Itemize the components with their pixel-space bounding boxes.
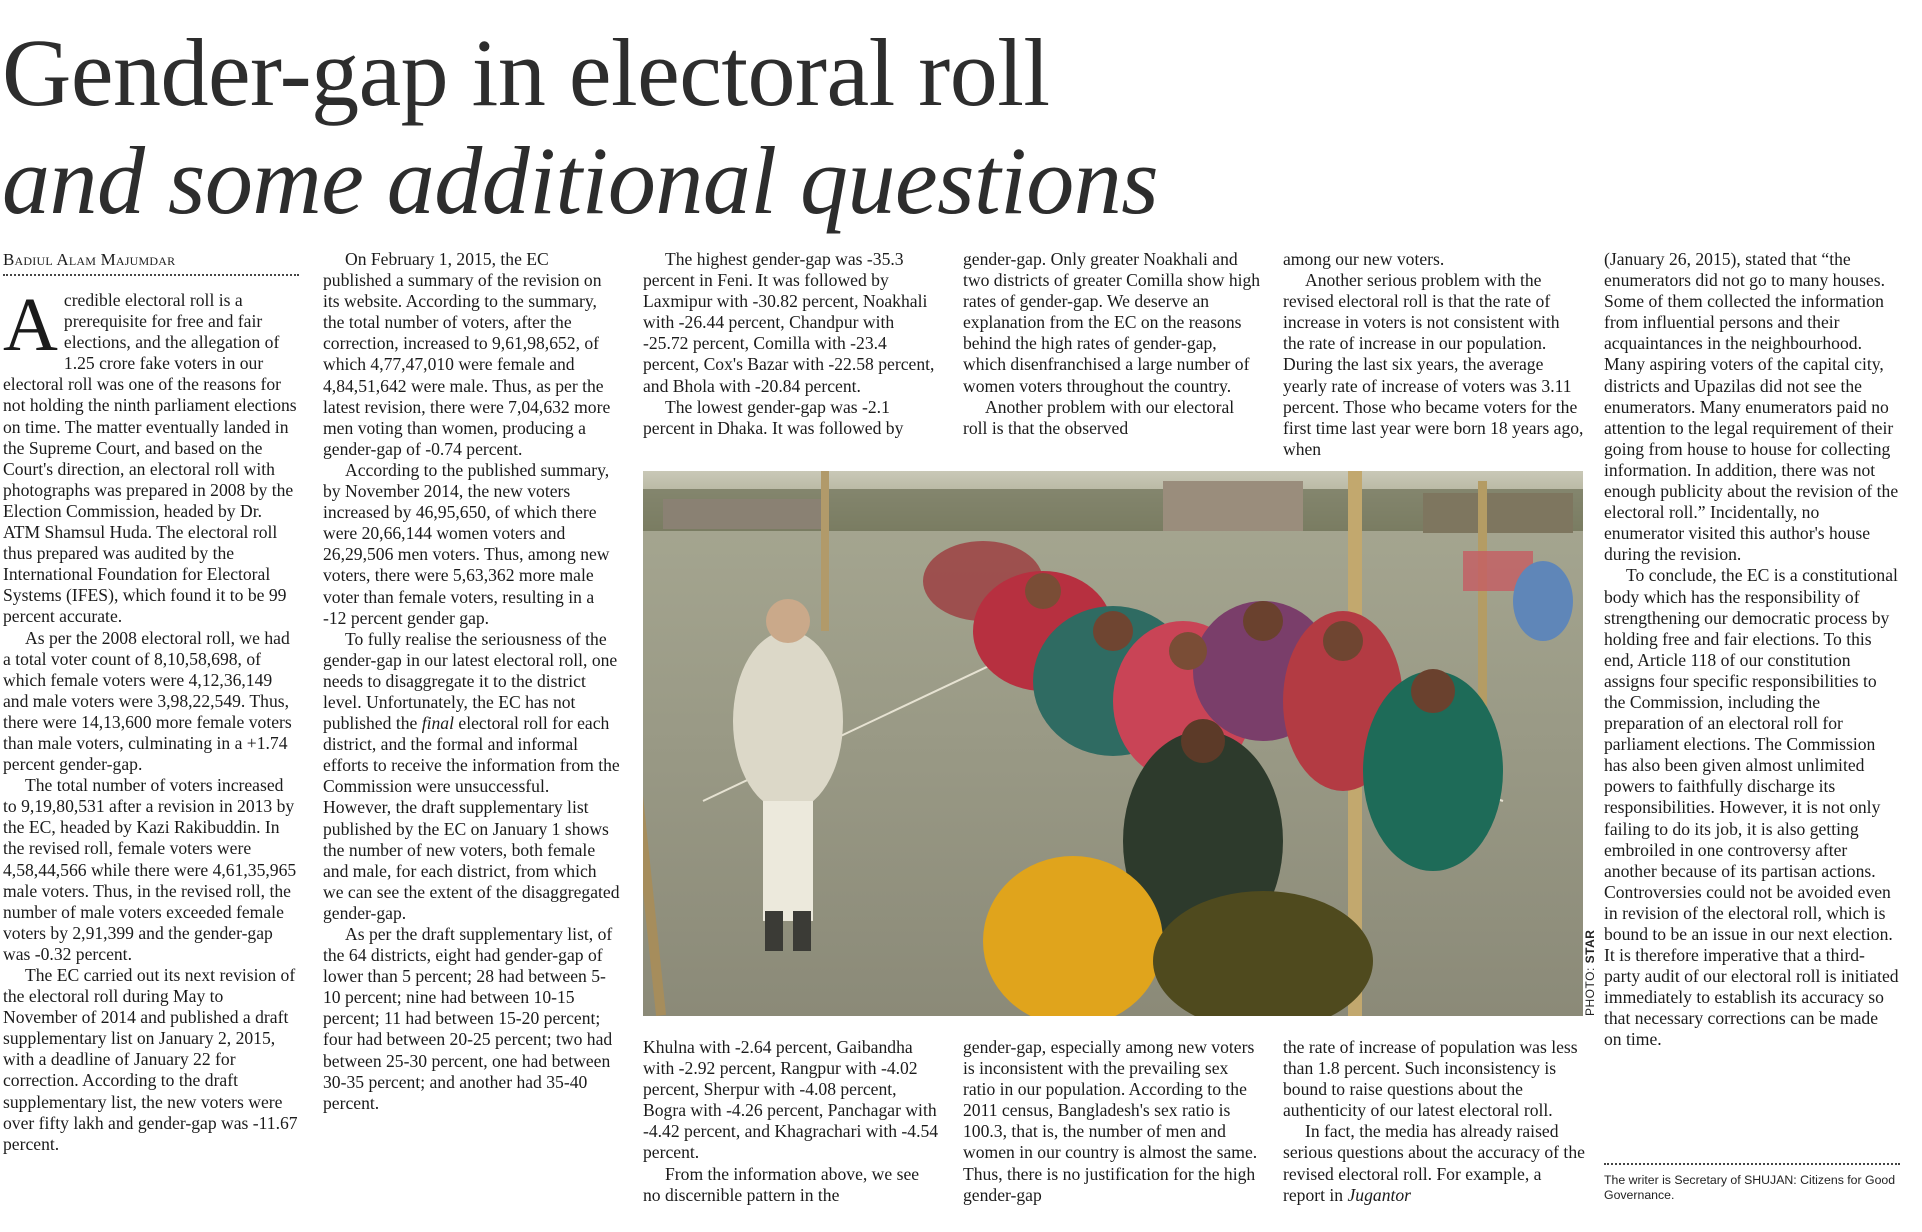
byline: Badiul Alam Majumdar	[3, 250, 176, 269]
emphasis-text: final	[421, 713, 454, 734]
headline-line-1: Gender-gap in electoral roll	[2, 19, 1050, 126]
paragraph	[1283, 1121, 1585, 1205]
article-column-6	[1604, 249, 1900, 1051]
paragraph: On February 1, 2015, the EC published a summary of the revision on its website. According to the summary, the total number of voters, after the correction, increased to 9,61,98,652, of which 4,77,47,010 were female and 4,84,51,642 were male. Thus, as per the latest revision, there were 7,04,632 more men voting than women, producing a gender-gap of -0.74 percent.	[323, 249, 611, 459]
paragraph: among our new voters.	[1283, 249, 1445, 269]
paragraph-text: To fully realise the seriousness of the gender-gap in our latest electoral roll, one needs to disaggregate it to the district level. Unfortunately, the EC has not published the	[323, 628, 618, 734]
article-column-4-top	[963, 249, 1261, 439]
paragraph: the rate of increase of population was less than 1.8 percent. Such inconsistency is bound to raise questions about the authenticity of our latest electoral roll.	[1283, 1037, 1578, 1121]
photo-illustration	[643, 471, 1583, 1016]
emphasis-text: Jugantor	[1347, 1184, 1412, 1205]
headline-line-2: and some additional questions	[2, 127, 1159, 234]
drop-cap: A	[3, 283, 58, 367]
paragraph: The highest gender-gap was -35.3 percent in Feni. It was followed by Laxmipur with -30.82 percent, Noakhali with -26.44 percent, Chandpur with -25.72 percent, Comilla with -23.4 percent, Cox's Bazar with -22.58 percent, and Bhola with -20.84 percent.	[643, 249, 935, 396]
photo-credit-source: STAR	[1583, 929, 1597, 964]
paragraph: gender-gap. Only greater Noakhali and two districts of greater Comilla show high rates of gender-gap. We deserve an explanation from the EC on the reasons behind the high rates of gender-gap, which disenfranchised a large number of women voters throughout the country.	[963, 249, 1261, 396]
article-column-5-top	[1283, 249, 1585, 460]
paragraph: To conclude, the EC is a constitutional body which has the responsibility of strengthening our democratic process by holding free and fair elections. To this end, Article 118 of our constitution assigns four specific responsibilities to the Commission, including the preparation of an electoral roll for parliament elections. The Commission has also been given almost unlimited powers to faithfully discharge its responsibilities. However, it is not only failing to do its job, it is also getting embroiled in one controversy after another because of its partisan actions. Controversies could not be avoided even in revision of the electoral roll, which is bound to be an issue in our next election. It is therefore imperative that a third-party audit of our electoral roll is initiated immediately to establish its accuracy so that necessary corrections can be made on time.	[1604, 565, 1899, 1050]
author-note-text: The writer is Secretary of SHUJAN: Citizens for Good Governance.	[1604, 1173, 1896, 1202]
paragraph: The EC carried out its next revision of the electoral roll during May to November of 2014 and published a draft supplementary list on January 2, 2015, with a deadline of January 22 for correction. According to the draft supplementary list, the new voters were over fifty lakh and gender-gap was -11.67 percent.	[3, 965, 298, 1154]
news-photo-voters-queue	[643, 471, 1583, 1016]
lead-paragraph-text: credible electoral roll is a prerequisite for free and fair elections, and the allegation of 1.25 crore fake voters in our electoral roll was one of the reasons for not holding the ninth parliament elections on time. The matter eventually landed in the Supreme Court, and based on the Court's direction, an electoral roll with photographs was prepared in 2008 by the Election Commission, headed by Dr. ATM Shamsul Huda. The electoral roll thus prepared was audited by the International Foundation for Electoral Systems (IFES), which found it to be 99 percent accurate.	[3, 290, 297, 627]
paragraph: Another problem with our electoral roll is that the observed	[963, 396, 1235, 438]
paragraph-text: electoral roll for each district, and the formal and informal efforts to receive the information from the Commission were unsuccessful. However, the draft supplementary list published by the EC on January 1 shows the number of new voters, both female and male, for each district, from which we can see the extent of the disaggregated gender-gap.	[323, 713, 620, 923]
paragraph-text: In fact, the media has already raised serious questions about the accuracy of the revised electoral roll. For example, a report in	[1283, 1121, 1585, 1205]
byline-divider	[3, 274, 299, 276]
author-note	[1604, 1163, 1900, 1203]
article-column-3-bottom	[643, 1037, 941, 1206]
paragraph: (January 26, 2015), stated that “the enumerators did not go to many houses. Some of them collected the information from influential persons and their acquaintances in the neighbourhood. Many aspiring voters of the capital city, districts and Upazilas did not see the enumerators. Many enumerators paid no attention to the legal requirement of their going from house to house for collecting information. In addition, there was not enough publicity about the revision of the electoral roll.” Incidentally, no enumerator visited this author's house during the revision.	[1604, 249, 1899, 565]
paragraph: As per the 2008 electoral roll, we had a total voter count of 8,10,58,698, of which female voters were 4,12,36,149 and male voters were 3,98,22,549. Thus, there were 14,13,600 more female voters than male voters, culminating in a +1.74 percent gender-gap.	[3, 627, 292, 775]
paragraph: Khulna with -2.64 percent, Gaibandha with -2.92 percent, Rangpur with -4.02 percent, Sherpur with -4.08 percent, Bogra with -4.26 percent, Panchagar with -4.42 percent, and Khagrachari with -4.54 percent.	[643, 1037, 939, 1163]
article-column-3-top	[643, 249, 941, 439]
article-column-1	[3, 249, 299, 1155]
article-column-4-bottom	[963, 1037, 1261, 1206]
paragraph: Another serious problem with the revised electoral roll is that the rate of increase in voters is not consistent with the rate of increase in our population. During the last six years, the average yearly rate of increase of voters was 3.11 percent. Those who became voters for the first time last year were born 18 years ago, when	[1283, 270, 1584, 459]
lead-paragraph	[3, 283, 299, 628]
paragraph: gender-gap, especially among new voters is inconsistent with the prevailing sex ratio in our population. According to the 2011 census, Bangladesh's sex ratio is 100.3, that is, the number of men and women in our country is almost the same. Thus, there is no justification for the high gender-gap	[963, 1037, 1258, 1205]
photo-credit	[1583, 930, 1597, 1016]
paragraph: The lowest gender-gap was -2.1 percent in Dhaka. It was followed by	[643, 396, 904, 438]
paragraph: From the information above, we see no discernible pattern in the	[643, 1163, 920, 1205]
paragraph: The total number of voters increased to 9,19,80,531 after a revision in 2013 by the EC, headed by Kazi Rakibuddin. In the revised roll, female voters were 4,58,44,566 while there were 4,61,35,965 male voters. Thus, in the revised roll, the number of male voters exceeded female voters by 2,91,399 and the gender-gap was -0.32 percent.	[3, 775, 297, 964]
paragraph	[323, 629, 621, 924]
photo-credit-prefix: PHOTO:	[1583, 963, 1597, 1016]
author-note-divider	[1604, 1163, 1900, 1165]
paragraph: As per the draft supplementary list, of the 64 districts, eight had gender-gap of lower than 5 percent; 28 had between 5-10 percent; nine had between 10-15 percent; 11 had between 15-20 percent; four had between 20-25 percent; two had between 25-30 percent, one had between 30-35 percent; and another had 35-40 percent.	[323, 924, 613, 1113]
paragraph: According to the published summary, by November 2014, the new voters increased by 46,95,650, of which there were 20,66,144 women voters and 26,29,506 men voters. Thus, among new voters, there were 5,63,362 more male voter than female voters, resulting in a -12 percent gender gap.	[323, 459, 610, 628]
article-column-2	[323, 249, 621, 1114]
article-column-5-bottom	[1283, 1037, 1585, 1206]
